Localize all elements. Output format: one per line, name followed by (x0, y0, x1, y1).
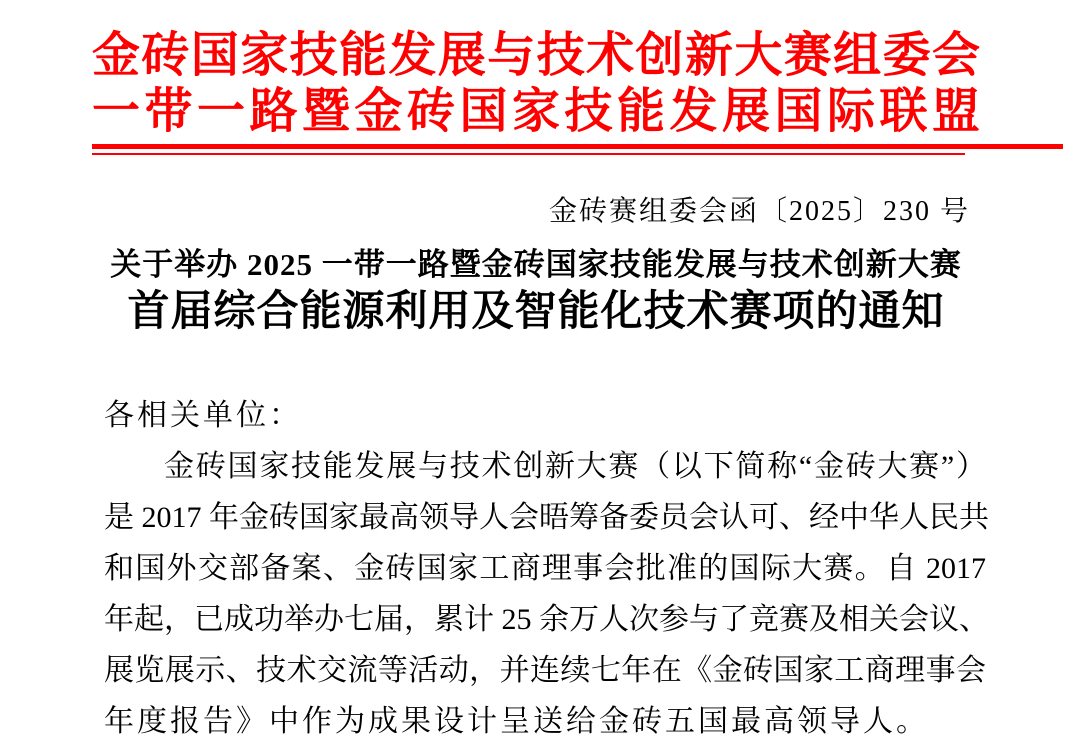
salutation: 各相关单位： (104, 399, 302, 432)
paragraph-line: 展览展示、技术交流等活动，并连续七年在《金砖国家工商理事会 (104, 654, 986, 687)
paragraph-line: 和国外交部备案、金砖国家工商理事会批准的国际大赛。自 2017 (104, 552, 986, 585)
paragraph-line: 年起，已成功举办七届，累计 25 余万人次参与了竞赛及相关会议、 (104, 603, 989, 636)
paragraph-line: 金砖国家技能发展与技术创新大赛（以下简称“金砖大赛”） (164, 450, 986, 483)
document-reference-number: 金砖赛组委会函〔2025〕230 号 (548, 196, 970, 227)
paragraph-line: 是 2017 年金砖国家最高领导人会晤筹备委员会认可、经中华人民共 (104, 501, 989, 534)
notice-body (104, 390, 989, 740)
letterhead-rule-thin (92, 153, 965, 155)
letterhead (92, 28, 980, 140)
paragraph-line: 年度报告》中作为成果设计呈送给金砖五国最高领导人。 (104, 705, 929, 738)
letterhead-rule-thick (92, 144, 1063, 149)
letterhead-org-line-2: 一带一路暨金砖国家技能发展国际联盟 (92, 85, 980, 138)
letterhead-org-line-1: 金砖国家技能发展与技术创新大赛组委会 (92, 29, 980, 82)
notice-title-line-2: 首届综合能源利用及智能化技术赛项的通知 (127, 289, 945, 335)
notice-title-line-1: 关于举办 2025 一带一路暨金砖国家技能发展与技术创新大赛 (110, 247, 962, 282)
